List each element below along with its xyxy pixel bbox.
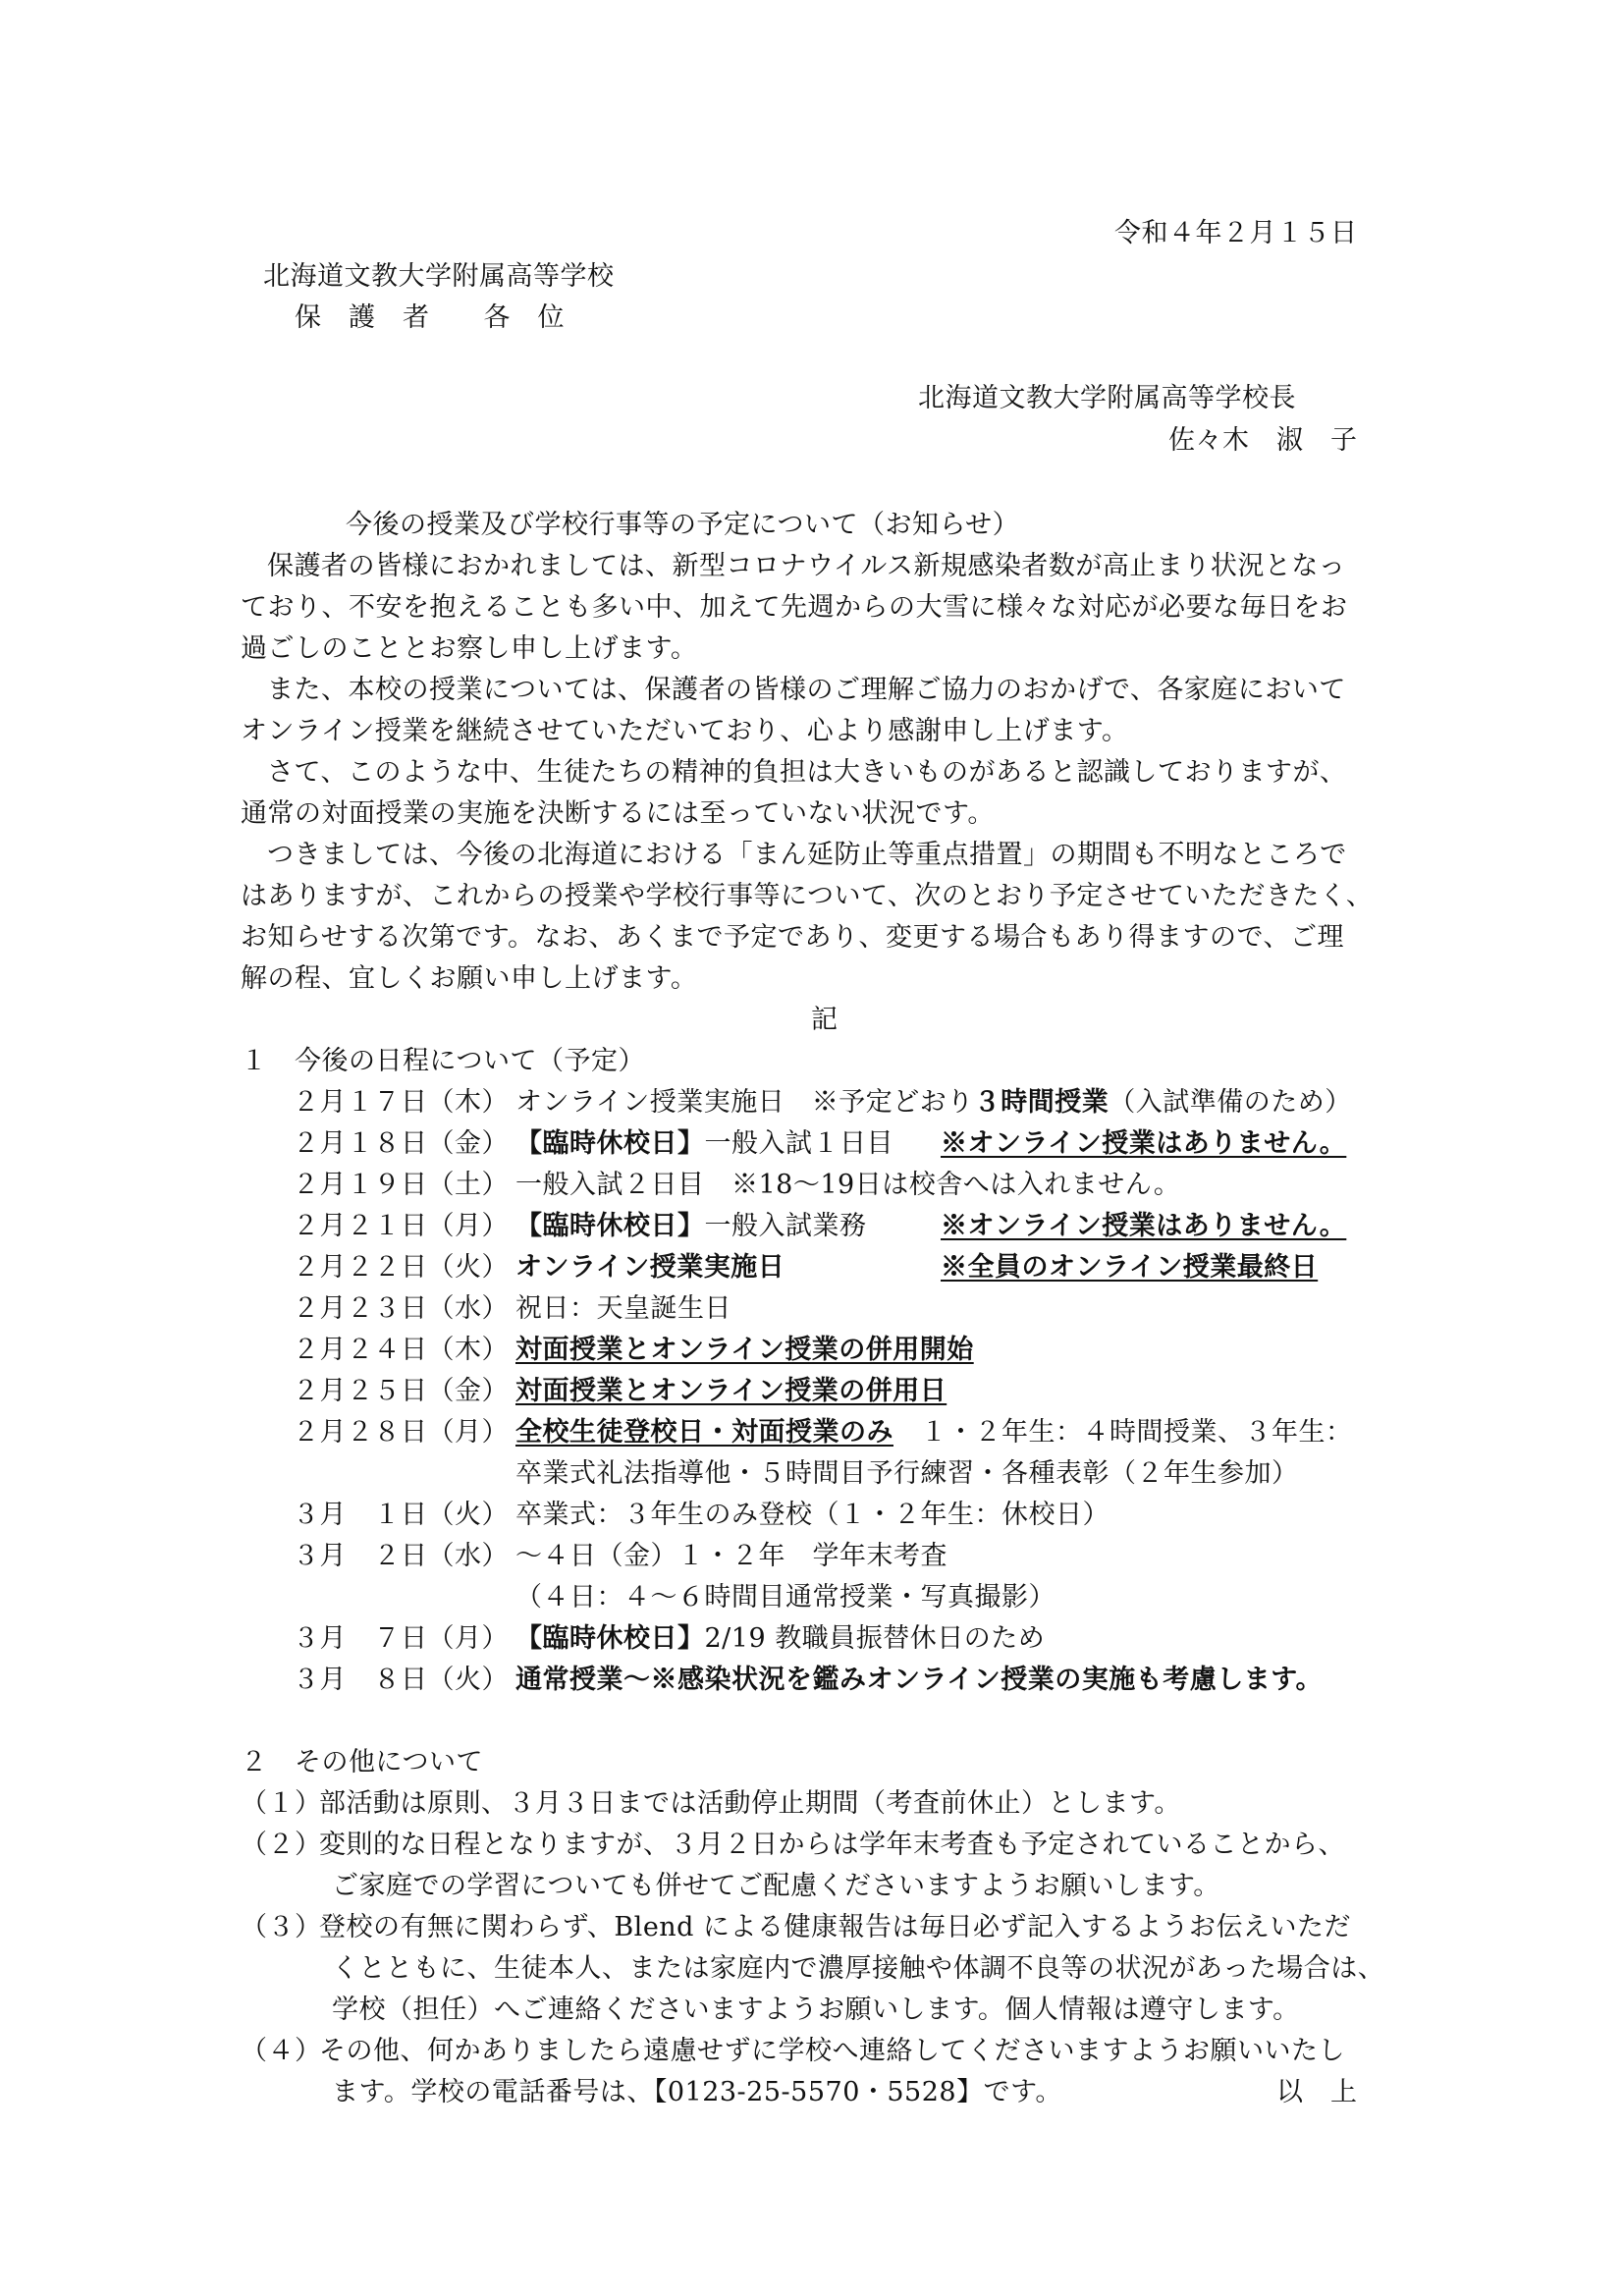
sender-title: 北海道文教大学附属高等学校長 — [918, 383, 1296, 413]
closing-mark: 以 上 — [1276, 2077, 1358, 2107]
body-line: 通常の対面授業の実施を決断するには至っていない状況です。 — [241, 798, 995, 829]
section2-heading: ２ その他について — [241, 1747, 483, 1777]
schedule-detail: オンライン授業実施日 ※予定どおり３時間授業（入試準備のため） — [515, 1087, 1352, 1118]
schedule-detail: 対面授業とオンライン授業の併用開始 — [515, 1335, 974, 1365]
schedule-detail-continuation: 卒業式礼法指導他・５時間目予行練習・各種表彰（２年生参加） — [515, 1458, 1299, 1489]
schedule-date: ２月１７日（木） — [293, 1087, 509, 1118]
schedule-date: ３月 ７日（月） — [293, 1623, 509, 1654]
schedule-detail: 一般入試２日目 ※18～19日は校舎へは入れません。 — [515, 1170, 1181, 1200]
ki-marker: 記 — [811, 1005, 839, 1035]
schedule-detail: オンライン授業実施日 — [515, 1252, 785, 1283]
schedule-note: ※オンライン授業はありません。 — [941, 1128, 1347, 1159]
schedule-note: ※全員のオンライン授業最終日 — [941, 1252, 1319, 1283]
body-line: お知らせする次第です。なお、あくまで予定であり、変更する場合もあり得ますので、ご理 — [241, 922, 1344, 953]
schedule-detail: 全校生徒登校日・対面授業のみ １・２年生：４時間授業、３年生： — [515, 1417, 1353, 1448]
body-line: 解の程、宜しくお願い申し上げます。 — [241, 963, 698, 994]
schedule-detail: 対面授業とオンライン授業の併用日 — [515, 1376, 947, 1406]
note-text: その他、何かありましたら遠慮せずに学校へ連絡してくださいますようお願いいたし — [319, 2036, 1345, 2066]
schedule-date: ２月２８日（月） — [293, 1417, 509, 1448]
schedule-detail: 【臨時休校日】2/19 教職員振替休日のため — [515, 1623, 1046, 1654]
body-line: さて、このような中、生徒たちの精神的負担は大きいものがあると認識しておりますが、 — [267, 757, 1347, 788]
schedule-date: ２月２３日（水） — [293, 1293, 509, 1324]
section1-heading: １ 今後の日程について（予定） — [241, 1046, 645, 1076]
schedule-detail: 【臨時休校日】一般入試１日目 — [515, 1128, 893, 1159]
schedule-date: ２月１８日（金） — [293, 1128, 509, 1159]
schedule-detail: 祝日：天皇誕生日 — [515, 1293, 731, 1324]
body-line: ており、不安を抱えることも多い中、加えて先週からの大雪に様々な対応が必要な毎日をお — [241, 592, 1348, 623]
body-line: 保護者の皆様におかれましては、新型コロナウイルス新規感染者数が高止まり状況となっ — [267, 551, 1346, 581]
schedule-detail: 通常授業～※感染状況を鑑みオンライン授業の実施も考慮します。 — [515, 1665, 1324, 1695]
note-text: 登校の有無に関わらず、Blend による健康報告は毎日必ず記入するようお伝えいただ — [319, 1912, 1352, 1942]
note-text: 部活動は原則、３月３日までは活動停止期間（考査前休止）とします。 — [319, 1788, 1181, 1819]
body-line: 過ごしのこととお察し申し上げます。 — [241, 633, 698, 664]
document-date: 令和４年２月１５日 — [1114, 218, 1358, 248]
note-text: 学校（担任）へご連絡くださいますようお願いします。個人情報は遵守します。 — [332, 1995, 1300, 2025]
note-number: （２） — [241, 1830, 322, 1860]
note-text: ます。学校の電話番号は、【0123-25-5570・5528】です。 — [332, 2077, 1062, 2107]
body-line: つきましては、今後の北海道における「まん延防止等重点措置」の期間も不明なところで — [267, 840, 1347, 870]
schedule-date: ３月 １日（火） — [293, 1500, 509, 1530]
schedule-date: ３月 ８日（火） — [293, 1665, 509, 1695]
schedule-note: ※オンライン授業はありません。 — [941, 1211, 1347, 1241]
note-text: ご家庭での学習についても併せてご配慮くださいますようお願いします。 — [332, 1871, 1220, 1901]
schedule-date: ３月 ２日（水） — [293, 1541, 509, 1571]
note-number: （４） — [241, 2036, 322, 2066]
schedule-date: ２月２１日（月） — [293, 1211, 509, 1241]
recipient-school: 北海道文教大学附属高等学校 — [263, 261, 615, 292]
schedule-detail: ～４日（金）１・２年 学年末考査 — [515, 1541, 947, 1571]
page-title: 今後の授業及び学校行事等の予定について（お知らせ） — [346, 510, 1020, 540]
note-text: 変則的な日程となりますが、３月２日からは学年末考査も予定されていることから、 — [319, 1830, 1345, 1860]
note-text: くとともに、生徒本人、または家庭内で濃厚接触や体調不良等の状況があった場合は、 — [332, 1953, 1385, 1984]
schedule-date: ２月２２日（火） — [293, 1252, 509, 1283]
note-number: （３） — [241, 1912, 322, 1942]
sender-name: 佐々木 淑 子 — [1168, 425, 1358, 456]
schedule-detail: 卒業式：３年生のみ登校（１・２年生：休校日） — [515, 1500, 1109, 1530]
note-number: （１） — [241, 1788, 322, 1819]
body-line: はありますが、これからの授業や学校行事等について、次のとおり予定させていただきたく、 — [241, 881, 1374, 911]
schedule-date: ２月２５日（金） — [293, 1376, 509, 1406]
schedule-detail: 【臨時休校日】一般入試業務 — [515, 1211, 867, 1241]
recipient-label: 保 護 者 各 位 — [295, 302, 565, 333]
body-line: オンライン授業を継続させていただいており、心より感謝申し上げます。 — [241, 716, 1129, 746]
schedule-date: ２月２４日（木） — [293, 1335, 509, 1365]
body-line: また、本校の授業については、保護者の皆様のご理解ご協力のおかげで、各家庭において — [267, 675, 1346, 705]
schedule-date: ２月１９日（土） — [293, 1170, 509, 1200]
schedule-detail-continuation: （４日：４～６時間目通常授業・写真撮影） — [515, 1582, 1055, 1613]
